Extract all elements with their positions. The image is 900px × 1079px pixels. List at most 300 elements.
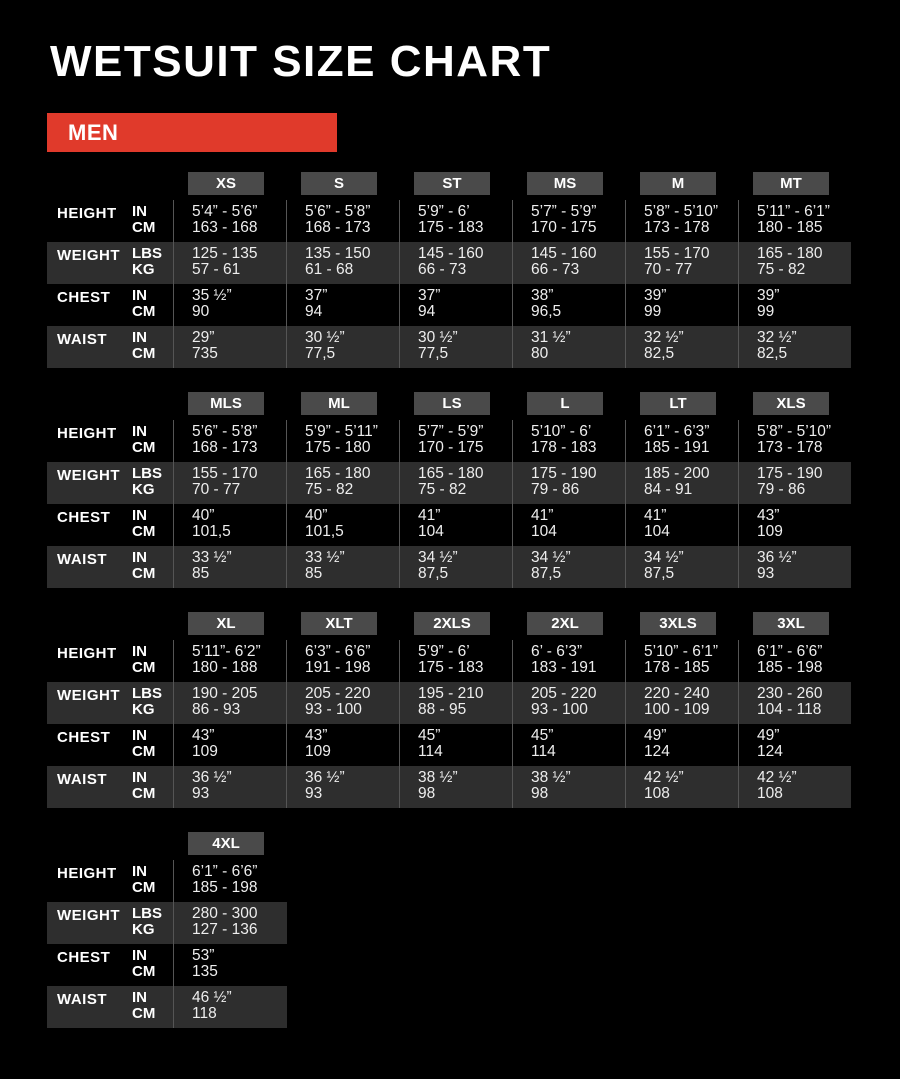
cell-value-secondary: 191 - 198	[305, 659, 371, 676]
table-cell	[531, 770, 571, 802]
cell-value-primary: 41”	[644, 507, 667, 524]
table-cell	[531, 508, 557, 540]
cell-value-secondary: 86 - 93	[192, 701, 241, 718]
cell-value-primary: 6’1” - 6’6”	[757, 643, 823, 660]
cell-value-primary: 34 ½”	[644, 549, 684, 566]
cell-value-secondary: 98	[531, 785, 549, 802]
cell-value-primary: 36 ½”	[757, 549, 797, 566]
table-cell	[418, 466, 484, 498]
unit-secondary: CM	[132, 1005, 156, 1022]
table-cell	[644, 466, 710, 498]
cell-value-primary: 53”	[192, 947, 215, 964]
cell-value-primary: 6’3” - 6’6”	[305, 643, 371, 660]
table-cell	[305, 424, 378, 456]
table-cell	[418, 550, 458, 582]
unit-primary: IN	[132, 727, 147, 744]
cell-value-secondary: 185 - 198	[192, 879, 258, 896]
table-cell	[757, 330, 797, 362]
cell-value-secondary: 178 - 185	[644, 659, 710, 676]
cell-value-primary: 41”	[531, 507, 554, 524]
table-cell	[418, 246, 484, 278]
cell-value-secondary: 94	[305, 303, 323, 320]
table-cell	[418, 508, 444, 540]
table-cell	[531, 330, 571, 362]
cell-value-secondary: 183 - 191	[531, 659, 597, 676]
table-cell	[644, 550, 684, 582]
row-label: WEIGHT	[57, 907, 120, 924]
cell-value-primary: 34 ½”	[418, 549, 458, 566]
cell-value-secondary: 101,5	[305, 523, 344, 540]
cell-value-primary: 205 - 220	[305, 685, 371, 702]
table-cell	[644, 728, 670, 760]
table-row	[47, 462, 851, 504]
cell-value-primary: 5’7” - 5’9”	[531, 203, 597, 220]
cell-value-secondary: 170 - 175	[531, 219, 597, 236]
table-cell	[418, 330, 458, 362]
unit-secondary: CM	[132, 963, 156, 980]
cell-value-secondary: 75 - 82	[305, 481, 354, 498]
cell-value-secondary: 108	[757, 785, 783, 802]
cell-value-primary: 43”	[757, 507, 780, 524]
size-header: XS	[188, 172, 264, 195]
cell-value-primary: 35 ½”	[192, 287, 232, 304]
table-cell	[757, 288, 779, 320]
size-header: LS	[414, 392, 490, 415]
size-header: LT	[640, 392, 716, 415]
size-block	[47, 832, 851, 1032]
table-row	[47, 326, 851, 368]
table-row	[47, 284, 851, 326]
row-units	[132, 288, 155, 320]
size-block	[47, 392, 851, 592]
row-label: HEIGHT	[57, 645, 117, 662]
cell-value-secondary: 168 - 173	[192, 439, 258, 456]
unit-secondary: CM	[132, 743, 156, 760]
size-header: 3XL	[753, 612, 829, 635]
cell-value-primary: 38 ½”	[418, 769, 458, 786]
row-units	[132, 728, 155, 760]
cell-value-primary: 49”	[644, 727, 667, 744]
cell-value-primary: 185 - 200	[644, 465, 710, 482]
size-header: 2XLS	[414, 612, 490, 635]
size-header: MS	[527, 172, 603, 195]
cell-value-secondary: 85	[305, 565, 323, 582]
column-divider	[286, 420, 287, 588]
cell-value-primary: 43”	[305, 727, 328, 744]
table-cell	[531, 204, 597, 236]
table-cell	[418, 424, 484, 456]
row-units	[132, 770, 155, 802]
unit-primary: LBS	[132, 465, 162, 482]
column-divider	[399, 640, 400, 808]
table-cell	[418, 770, 458, 802]
table-row	[47, 682, 851, 724]
table-row	[47, 860, 287, 902]
cell-value-primary: 5’9” - 5’11”	[305, 423, 378, 440]
size-header: L	[527, 392, 603, 415]
cell-value-secondary: 104	[531, 523, 557, 540]
size-header: XLS	[753, 392, 829, 415]
unit-primary: IN	[132, 947, 147, 964]
unit-primary: IN	[132, 203, 147, 220]
column-divider	[738, 420, 739, 588]
unit-primary: IN	[132, 423, 147, 440]
cell-value-secondary: 87,5	[531, 565, 562, 582]
table-cell	[644, 644, 718, 676]
cell-value-secondary: 163 - 168	[192, 219, 258, 236]
table-cell	[192, 288, 232, 320]
column-divider	[738, 640, 739, 808]
unit-primary: IN	[132, 769, 147, 786]
cell-value-primary: 5’6” - 5’8”	[305, 203, 371, 220]
row-units	[132, 330, 155, 362]
row-label: WAIST	[57, 551, 107, 568]
section-banner-men	[47, 113, 337, 152]
cell-value-secondary: 88 - 95	[418, 701, 467, 718]
cell-value-primary: 5’8” - 5’10”	[757, 423, 832, 440]
size-header: XL	[188, 612, 264, 635]
row-label: CHEST	[57, 289, 111, 306]
unit-secondary: KG	[132, 701, 155, 718]
cell-value-secondary: 124	[757, 743, 783, 760]
cell-value-secondary: 90	[192, 303, 210, 320]
row-units	[132, 246, 162, 278]
unit-secondary: CM	[132, 345, 156, 362]
cell-value-secondary: 61 - 68	[305, 261, 354, 278]
column-divider	[173, 860, 174, 1028]
cell-value-primary: 220 - 240	[644, 685, 710, 702]
cell-value-primary: 37”	[418, 287, 441, 304]
cell-value-secondary: 98	[418, 785, 436, 802]
cell-value-primary: 5’11” - 6’1”	[757, 203, 830, 220]
cell-value-secondary: 99	[757, 303, 775, 320]
table-cell	[305, 686, 371, 718]
table-cell	[757, 246, 823, 278]
cell-value-secondary: 178 - 183	[531, 439, 597, 456]
column-divider	[399, 200, 400, 368]
column-divider	[173, 200, 174, 368]
table-cell	[192, 466, 258, 498]
table-cell	[305, 330, 345, 362]
table-cell	[644, 246, 710, 278]
cell-value-primary: 38”	[531, 287, 554, 304]
cell-value-secondary: 118	[192, 1005, 217, 1022]
cell-value-secondary: 77,5	[418, 345, 449, 362]
cell-value-primary: 5’7” - 5’9”	[418, 423, 484, 440]
size-header: 2XL	[527, 612, 603, 635]
cell-value-secondary: 135	[192, 963, 218, 980]
table-cell	[192, 204, 258, 236]
cell-value-primary: 46 ½”	[192, 989, 232, 1006]
table-cell	[192, 728, 218, 760]
cell-value-primary: 5’8” - 5’10”	[644, 203, 719, 220]
table-cell	[757, 550, 797, 582]
row-units	[132, 550, 155, 582]
table-cell	[192, 424, 258, 456]
table-cell	[757, 508, 783, 540]
cell-value-primary: 5’10” - 6’1”	[644, 643, 719, 660]
unit-secondary: KG	[132, 921, 155, 938]
cell-value-secondary: 127 - 136	[192, 921, 258, 938]
cell-value-secondary: 180 - 188	[192, 659, 258, 676]
row-label: WEIGHT	[57, 467, 120, 484]
cell-value-primary: 36 ½”	[192, 769, 232, 786]
unit-primary: IN	[132, 549, 147, 566]
table-cell	[644, 204, 718, 236]
unit-secondary: CM	[132, 439, 156, 456]
cell-value-secondary: 180 - 185	[757, 219, 823, 236]
table-cell	[757, 770, 797, 802]
cell-value-secondary: 87,5	[644, 565, 675, 582]
row-units	[132, 508, 155, 540]
cell-value-primary: 39”	[757, 287, 780, 304]
row-label: WEIGHT	[57, 687, 120, 704]
table-cell	[531, 686, 597, 718]
cell-value-secondary: 77,5	[305, 345, 336, 362]
table-cell	[531, 728, 556, 760]
unit-secondary: KG	[132, 481, 155, 498]
unit-primary: LBS	[132, 685, 162, 702]
table-cell	[305, 508, 344, 540]
table-cell	[757, 686, 823, 718]
cell-value-secondary: 175 - 183	[418, 659, 484, 676]
table-cell	[757, 466, 823, 498]
table-cell	[192, 508, 231, 540]
table-row	[47, 200, 851, 242]
cell-value-secondary: 93 - 100	[305, 701, 362, 718]
unit-primary: LBS	[132, 905, 162, 922]
cell-value-primary: 43”	[192, 727, 215, 744]
cell-value-primary: 40”	[192, 507, 215, 524]
table-cell	[192, 246, 258, 278]
row-units	[132, 686, 162, 718]
table-cell	[757, 644, 823, 676]
row-label: CHEST	[57, 949, 111, 966]
size-block	[47, 172, 851, 372]
cell-value-secondary: 99	[644, 303, 662, 320]
cell-value-secondary: 109	[305, 743, 331, 760]
cell-value-secondary: 94	[418, 303, 436, 320]
cell-value-primary: 38 ½”	[531, 769, 571, 786]
cell-value-primary: 41”	[418, 507, 441, 524]
cell-value-secondary: 96,5	[531, 303, 562, 320]
table-row	[47, 902, 287, 944]
cell-value-secondary: 168 - 173	[305, 219, 371, 236]
table-cell	[757, 424, 831, 456]
row-units	[132, 990, 155, 1022]
cell-value-secondary: 70 - 77	[644, 261, 693, 278]
cell-value-primary: 280 - 300	[192, 905, 258, 922]
unit-primary: IN	[132, 863, 147, 880]
table-cell	[192, 770, 232, 802]
cell-value-primary: 165 - 180	[418, 465, 484, 482]
table-row	[47, 242, 851, 284]
row-label: WAIST	[57, 331, 107, 348]
unit-secondary: CM	[132, 523, 156, 540]
cell-value-secondary: 75 - 82	[418, 481, 467, 498]
row-label: WAIST	[57, 991, 107, 1008]
table-cell	[192, 550, 232, 582]
unit-secondary: CM	[132, 219, 156, 236]
size-header: ML	[301, 392, 377, 415]
cell-value-primary: 45”	[531, 727, 554, 744]
cell-value-secondary: 93	[192, 785, 210, 802]
cell-value-secondary: 175 - 183	[418, 219, 484, 236]
table-cell	[192, 644, 261, 676]
row-label: WAIST	[57, 771, 107, 788]
row-units	[132, 864, 155, 896]
cell-value-secondary: 101,5	[192, 523, 231, 540]
column-divider	[399, 420, 400, 588]
table-row	[47, 986, 287, 1028]
table-cell	[757, 204, 830, 236]
cell-value-primary: 6’1” - 6’3”	[644, 423, 710, 440]
cell-value-primary: 33 ½”	[305, 549, 345, 566]
cell-value-secondary: 173 - 178	[757, 439, 823, 456]
column-divider	[286, 200, 287, 368]
size-header: S	[301, 172, 377, 195]
table-cell	[418, 644, 484, 676]
table-row	[47, 504, 851, 546]
table-cell	[305, 728, 331, 760]
unit-secondary: CM	[132, 659, 156, 676]
cell-value-secondary: 104	[644, 523, 670, 540]
unit-primary: IN	[132, 287, 147, 304]
column-divider	[512, 420, 513, 588]
cell-value-secondary: 114	[418, 743, 443, 760]
size-header: 4XL	[188, 832, 264, 855]
table-cell	[305, 288, 327, 320]
table-cell	[192, 906, 258, 938]
cell-value-primary: 145 - 160	[531, 245, 597, 262]
cell-value-primary: 205 - 220	[531, 685, 597, 702]
cell-value-primary: 195 - 210	[418, 685, 484, 702]
cell-value-primary: 175 - 190	[757, 465, 823, 482]
unit-secondary: CM	[132, 879, 156, 896]
table-cell	[192, 330, 218, 362]
unit-secondary: CM	[132, 565, 156, 582]
unit-primary: IN	[132, 643, 147, 660]
table-cell	[418, 728, 443, 760]
cell-value-primary: 45”	[418, 727, 441, 744]
row-units	[132, 948, 155, 980]
table-cell	[418, 686, 484, 718]
column-divider	[738, 200, 739, 368]
table-cell	[192, 864, 258, 896]
cell-value-primary: 30 ½”	[418, 329, 458, 346]
cell-value-primary: 32 ½”	[757, 329, 797, 346]
row-label: HEIGHT	[57, 865, 117, 882]
cell-value-primary: 155 - 170	[644, 245, 710, 262]
cell-value-primary: 5’9” - 6’	[418, 643, 470, 660]
section-label: MEN	[68, 120, 119, 145]
table-cell	[644, 424, 710, 456]
table-cell	[418, 204, 484, 236]
size-header: XLT	[301, 612, 377, 635]
cell-value-secondary: 85	[192, 565, 210, 582]
table-cell	[531, 288, 561, 320]
table-row	[47, 546, 851, 588]
unit-primary: IN	[132, 989, 147, 1006]
unit-primary: IN	[132, 329, 147, 346]
cell-value-secondary: 175 - 180	[305, 439, 371, 456]
cell-value-secondary: 84 - 91	[644, 481, 693, 498]
table-cell	[192, 990, 232, 1022]
cell-value-primary: 40”	[305, 507, 328, 524]
size-header: MLS	[188, 392, 264, 415]
column-divider	[512, 640, 513, 808]
cell-value-secondary: 109	[757, 523, 783, 540]
cell-value-primary: 135 - 150	[305, 245, 371, 262]
cell-value-secondary: 80	[531, 345, 549, 362]
cell-value-primary: 145 - 160	[418, 245, 484, 262]
cell-value-secondary: 66 - 73	[531, 261, 580, 278]
cell-value-primary: 5’6” - 5’8”	[192, 423, 258, 440]
row-units	[132, 644, 155, 676]
table-cell	[418, 288, 440, 320]
unit-primary: IN	[132, 507, 147, 524]
cell-value-secondary: 79 - 86	[531, 481, 580, 498]
cell-value-primary: 165 - 180	[757, 245, 823, 262]
cell-value-secondary: 82,5	[757, 345, 788, 362]
cell-value-secondary: 108	[644, 785, 670, 802]
cell-value-primary: 5’11”- 6’2”	[192, 643, 261, 660]
table-cell	[305, 550, 345, 582]
column-divider	[625, 200, 626, 368]
table-cell	[757, 728, 783, 760]
cell-value-primary: 155 - 170	[192, 465, 258, 482]
table-row	[47, 766, 851, 808]
row-label: CHEST	[57, 729, 111, 746]
size-header: MT	[753, 172, 829, 195]
cell-value-primary: 36 ½”	[305, 769, 345, 786]
unit-primary: LBS	[132, 245, 162, 262]
cell-value-primary: 5’9” - 6’	[418, 203, 470, 220]
cell-value-secondary: 70 - 77	[192, 481, 241, 498]
cell-value-secondary: 66 - 73	[418, 261, 467, 278]
cell-value-secondary: 82,5	[644, 345, 675, 362]
cell-value-secondary: 104 - 118	[757, 701, 822, 718]
cell-value-secondary: 114	[531, 743, 556, 760]
cell-value-primary: 42 ½”	[757, 769, 797, 786]
table-cell	[305, 204, 371, 236]
cell-value-primary: 42 ½”	[644, 769, 684, 786]
size-header: 3XLS	[640, 612, 716, 635]
table-cell	[192, 686, 258, 718]
cell-value-primary: 33 ½”	[192, 549, 232, 566]
table-row	[47, 724, 851, 766]
cell-value-primary: 6’ - 6’3”	[531, 643, 583, 660]
cell-value-secondary: 109	[192, 743, 218, 760]
table-cell	[644, 508, 670, 540]
cell-value-secondary: 185 - 191	[644, 439, 710, 456]
table-cell	[531, 424, 597, 456]
cell-value-secondary: 57 - 61	[192, 261, 241, 278]
cell-value-primary: 190 - 205	[192, 685, 258, 702]
table-cell	[305, 246, 371, 278]
size-header: M	[640, 172, 716, 195]
column-divider	[173, 420, 174, 588]
cell-value-primary: 39”	[644, 287, 667, 304]
row-label: HEIGHT	[57, 425, 117, 442]
cell-value-secondary: 93	[305, 785, 323, 802]
cell-value-secondary: 173 - 178	[644, 219, 710, 236]
cell-value-primary: 34 ½”	[531, 549, 571, 566]
unit-secondary: CM	[132, 785, 156, 802]
row-label: HEIGHT	[57, 205, 117, 222]
cell-value-primary: 125 - 135	[192, 245, 258, 262]
cell-value-primary: 32 ½”	[644, 329, 684, 346]
